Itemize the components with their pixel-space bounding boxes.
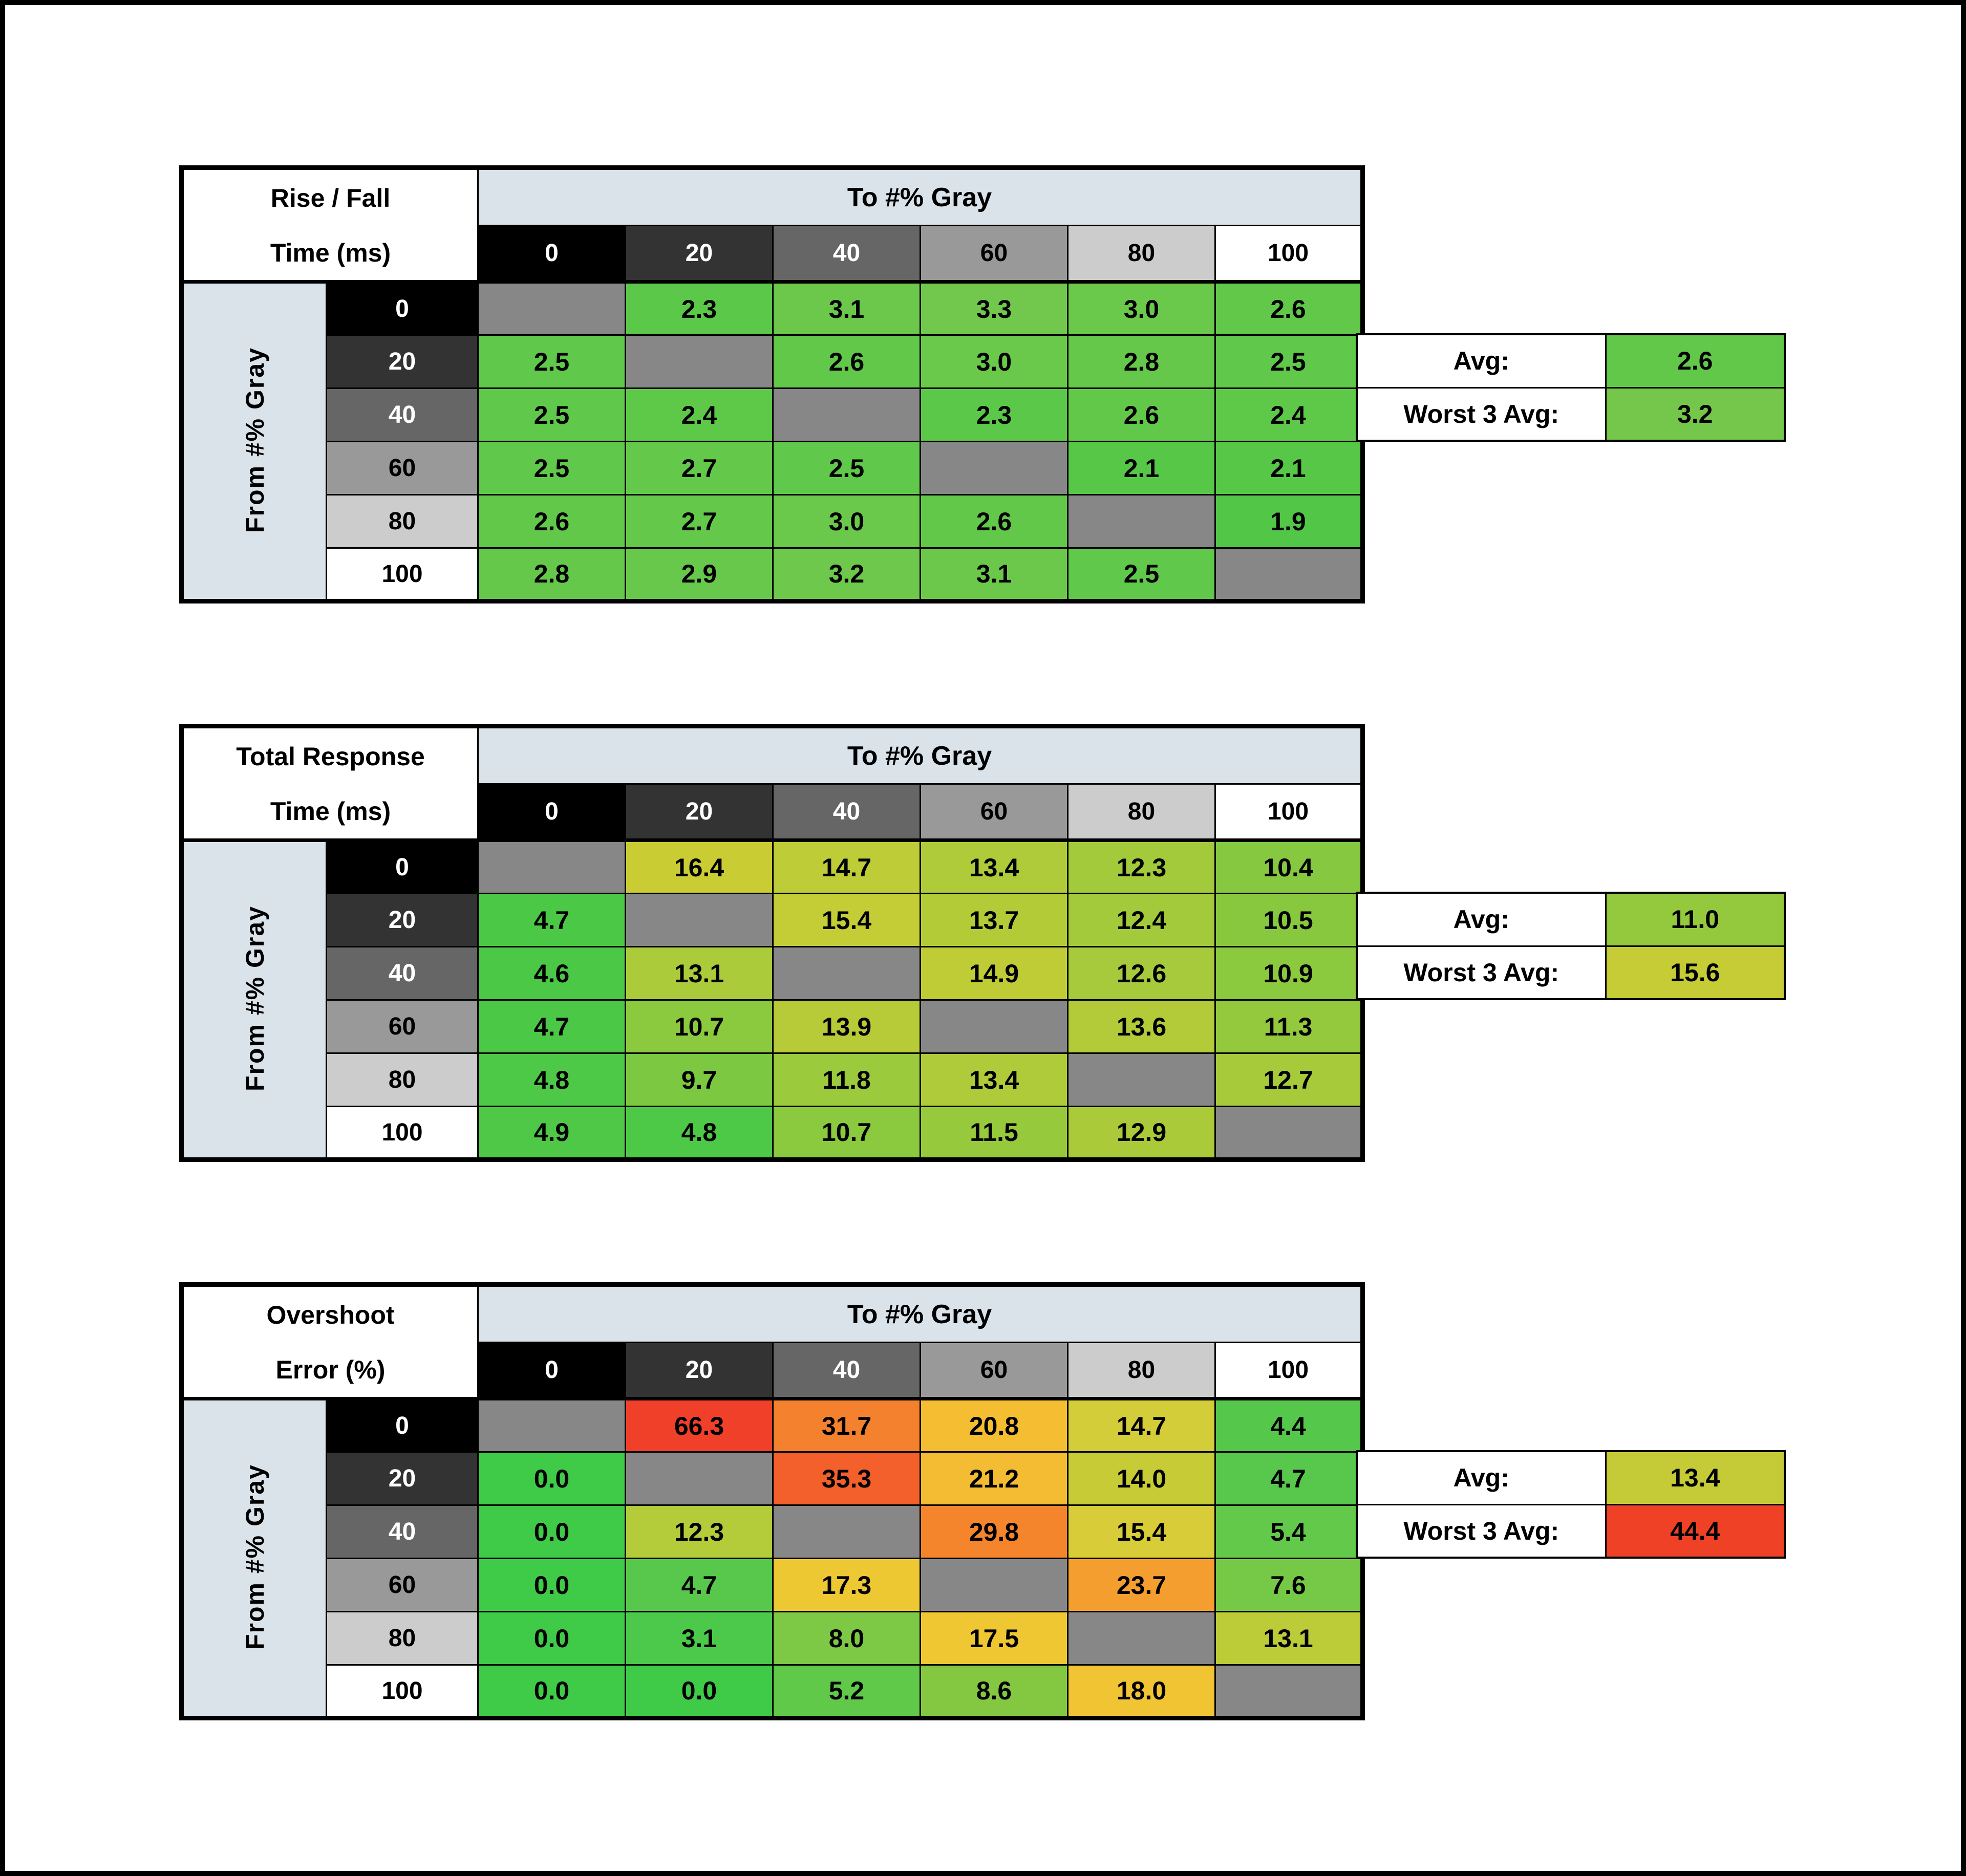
worst3-label: Worst 3 Avg: (1357, 946, 1606, 999)
value-cell-from40-to0: 0.0 (478, 1505, 626, 1559)
col-header-60: 60 (921, 1343, 1068, 1399)
diagonal-cell (921, 442, 1068, 495)
value-cell-from0-to60: 20.8 (921, 1399, 1068, 1452)
value-cell-from60-to40: 17.3 (773, 1559, 921, 1612)
col-header-100: 100 (1215, 1343, 1363, 1399)
row-axis-title-text: From #% Gray (240, 1463, 269, 1650)
diagonal-cell (478, 1399, 626, 1452)
value-cell-from20-to100: 2.5 (1215, 335, 1363, 389)
value-cell-from100-to40: 10.7 (773, 1107, 921, 1160)
row-header-60: 60 (327, 442, 478, 495)
value-cell-from100-to20: 4.8 (626, 1107, 773, 1160)
worst3-value: 15.6 (1606, 946, 1785, 999)
col-header-100: 100 (1215, 226, 1363, 282)
value-cell-from40-to100: 2.4 (1215, 389, 1363, 442)
row-header-0: 0 (327, 1399, 478, 1452)
table-title-line1: Rise / Fall (270, 183, 391, 212)
value-cell-from100-to0: 2.8 (478, 548, 626, 601)
value-cell-from60-to100: 11.3 (1215, 1000, 1363, 1053)
diagonal-cell (1215, 548, 1363, 601)
col-header-80: 80 (1068, 784, 1215, 840)
value-cell-from80-to0: 0.0 (478, 1612, 626, 1665)
worst3-value: 3.2 (1606, 387, 1785, 441)
value-cell-from60-to80: 2.1 (1068, 442, 1215, 495)
value-cell-from0-to80: 12.3 (1068, 840, 1215, 894)
heatmap-grid (179, 724, 1365, 1162)
value-cell-from20-to60: 3.0 (921, 335, 1068, 389)
value-cell-from20-to100: 10.5 (1215, 894, 1363, 947)
value-cell-from60-to40: 13.9 (773, 1000, 921, 1053)
diagonal-cell (1068, 1612, 1215, 1665)
col-header-40: 40 (773, 226, 921, 282)
col-header-0: 0 (478, 1343, 626, 1399)
total-response-time-table (179, 724, 1365, 1162)
value-cell-from60-to100: 7.6 (1215, 1559, 1363, 1612)
table-title-line2: Time (ms) (270, 239, 391, 267)
value-cell-from60-to20: 4.7 (626, 1559, 773, 1612)
rise-fall-time-summary (1356, 333, 1786, 442)
avg-label: Avg: (1357, 893, 1606, 946)
value-cell-from100-to80: 12.9 (1068, 1107, 1215, 1160)
row-header-20: 20 (327, 894, 478, 947)
diagonal-cell (773, 1505, 921, 1559)
diagonal-cell (1215, 1665, 1363, 1718)
row-header-20: 20 (327, 335, 478, 389)
value-cell-from80-to0: 2.6 (478, 495, 626, 548)
col-header-20: 20 (626, 226, 773, 282)
value-cell-from100-to20: 2.9 (626, 548, 773, 601)
col-header-40: 40 (773, 784, 921, 840)
value-cell-from60-to20: 2.7 (626, 442, 773, 495)
value-cell-from60-to100: 2.1 (1215, 442, 1363, 495)
rise-fall-time-table (179, 165, 1365, 603)
value-cell-from40-to100: 5.4 (1215, 1505, 1363, 1559)
value-cell-from100-to60: 11.5 (921, 1107, 1068, 1160)
table-title (182, 168, 478, 282)
value-cell-from100-to60: 3.1 (921, 548, 1068, 601)
value-cell-from80-to100: 13.1 (1215, 1612, 1363, 1665)
value-cell-from80-to20: 2.7 (626, 495, 773, 548)
overshoot-error-table (179, 1282, 1365, 1720)
worst3-label: Worst 3 Avg: (1357, 387, 1606, 441)
value-cell-from40-to60: 29.8 (921, 1505, 1068, 1559)
row-header-20: 20 (327, 1452, 478, 1505)
value-cell-from0-to60: 3.3 (921, 282, 1068, 335)
value-cell-from20-to80: 12.4 (1068, 894, 1215, 947)
row-header-80: 80 (327, 495, 478, 548)
value-cell-from80-to100: 12.7 (1215, 1053, 1363, 1107)
table-title-line2: Error (%) (275, 1355, 386, 1384)
table-title (182, 726, 478, 840)
value-cell-from60-to40: 2.5 (773, 442, 921, 495)
table-title-line1: Total Response (236, 742, 425, 771)
value-cell-from0-to80: 3.0 (1068, 282, 1215, 335)
row-axis-title-text: From #% Gray (240, 347, 269, 533)
value-cell-from40-to80: 15.4 (1068, 1505, 1215, 1559)
value-cell-from20-to60: 13.7 (921, 894, 1068, 947)
diagonal-cell (626, 894, 773, 947)
summary-grid (1356, 892, 1786, 1000)
value-cell-from100-to40: 5.2 (773, 1665, 921, 1718)
row-header-100: 100 (327, 1107, 478, 1160)
value-cell-from40-to20: 12.3 (626, 1505, 773, 1559)
overshoot-error-summary (1356, 1450, 1786, 1559)
value-cell-from80-to60: 13.4 (921, 1053, 1068, 1107)
value-cell-from40-to80: 12.6 (1068, 947, 1215, 1000)
value-cell-from0-to20: 66.3 (626, 1399, 773, 1452)
value-cell-from80-to40: 8.0 (773, 1612, 921, 1665)
value-cell-from40-to100: 10.9 (1215, 947, 1363, 1000)
diagonal-cell (626, 1452, 773, 1505)
value-cell-from80-to20: 9.7 (626, 1053, 773, 1107)
value-cell-from40-to20: 2.4 (626, 389, 773, 442)
value-cell-from20-to40: 2.6 (773, 335, 921, 389)
diagonal-cell (1068, 495, 1215, 548)
avg-label: Avg: (1357, 334, 1606, 387)
col-header-0: 0 (478, 784, 626, 840)
value-cell-from20-to0: 2.5 (478, 335, 626, 389)
value-cell-from100-to80: 18.0 (1068, 1665, 1215, 1718)
value-cell-from100-to80: 2.5 (1068, 548, 1215, 601)
value-cell-from0-to40: 31.7 (773, 1399, 921, 1452)
worst3-label: Worst 3 Avg: (1357, 1504, 1606, 1558)
row-axis-title (182, 282, 327, 601)
value-cell-from20-to80: 2.8 (1068, 335, 1215, 389)
value-cell-from40-to20: 13.1 (626, 947, 773, 1000)
value-cell-from80-to60: 17.5 (921, 1612, 1068, 1665)
avg-label: Avg: (1357, 1451, 1606, 1504)
value-cell-from0-to100: 2.6 (1215, 282, 1363, 335)
value-cell-from100-to60: 8.6 (921, 1665, 1068, 1718)
row-header-0: 0 (327, 840, 478, 894)
value-cell-from20-to0: 4.7 (478, 894, 626, 947)
value-cell-from0-to100: 4.4 (1215, 1399, 1363, 1452)
value-cell-from20-to40: 35.3 (773, 1452, 921, 1505)
value-cell-from80-to40: 3.0 (773, 495, 921, 548)
value-cell-from60-to0: 0.0 (478, 1559, 626, 1612)
value-cell-from100-to0: 0.0 (478, 1665, 626, 1718)
value-cell-from100-to20: 0.0 (626, 1665, 773, 1718)
diagonal-cell (921, 1559, 1068, 1612)
col-axis-title: To #% Gray (478, 168, 1363, 226)
diagonal-cell (921, 1000, 1068, 1053)
value-cell-from40-to60: 14.9 (921, 947, 1068, 1000)
value-cell-from20-to0: 0.0 (478, 1452, 626, 1505)
value-cell-from80-to0: 4.8 (478, 1053, 626, 1107)
heatmap-grid (179, 165, 1365, 603)
value-cell-from80-to100: 1.9 (1215, 495, 1363, 548)
worst3-value: 44.4 (1606, 1504, 1785, 1558)
value-cell-from0-to40: 3.1 (773, 282, 921, 335)
value-cell-from40-to0: 4.6 (478, 947, 626, 1000)
row-header-100: 100 (327, 548, 478, 601)
value-cell-from0-to40: 14.7 (773, 840, 921, 894)
row-header-80: 80 (327, 1053, 478, 1107)
col-header-100: 100 (1215, 784, 1363, 840)
value-cell-from60-to80: 13.6 (1068, 1000, 1215, 1053)
diagonal-cell (626, 335, 773, 389)
value-cell-from40-to0: 2.5 (478, 389, 626, 442)
diagonal-cell (478, 282, 626, 335)
value-cell-from0-to20: 16.4 (626, 840, 773, 894)
value-cell-from100-to40: 3.2 (773, 548, 921, 601)
value-cell-from40-to60: 2.3 (921, 389, 1068, 442)
value-cell-from0-to100: 10.4 (1215, 840, 1363, 894)
value-cell-from40-to80: 2.6 (1068, 389, 1215, 442)
col-header-80: 80 (1068, 226, 1215, 282)
avg-value: 13.4 (1606, 1451, 1785, 1504)
value-cell-from80-to20: 3.1 (626, 1612, 773, 1665)
row-header-80: 80 (327, 1612, 478, 1665)
diagonal-cell (1068, 1053, 1215, 1107)
row-header-0: 0 (327, 282, 478, 335)
value-cell-from20-to60: 21.2 (921, 1452, 1068, 1505)
diagonal-cell (478, 840, 626, 894)
row-axis-title-text: From #% Gray (240, 905, 269, 1091)
diagonal-cell (773, 389, 921, 442)
col-axis-title: To #% Gray (478, 726, 1363, 784)
summary-grid (1356, 333, 1786, 442)
col-header-40: 40 (773, 1343, 921, 1399)
table-title-line1: Overshoot (266, 1300, 395, 1329)
col-header-60: 60 (921, 226, 1068, 282)
avg-value: 2.6 (1606, 334, 1785, 387)
row-header-60: 60 (327, 1559, 478, 1612)
value-cell-from0-to20: 2.3 (626, 282, 773, 335)
diagonal-cell (773, 947, 921, 1000)
value-cell-from20-to40: 15.4 (773, 894, 921, 947)
value-cell-from60-to0: 4.7 (478, 1000, 626, 1053)
row-header-60: 60 (327, 1000, 478, 1053)
row-header-40: 40 (327, 1505, 478, 1559)
value-cell-from20-to100: 4.7 (1215, 1452, 1363, 1505)
heatmap-grid (179, 1282, 1365, 1720)
value-cell-from60-to20: 10.7 (626, 1000, 773, 1053)
value-cell-from80-to40: 11.8 (773, 1053, 921, 1107)
row-header-100: 100 (327, 1665, 478, 1718)
diagonal-cell (1215, 1107, 1363, 1160)
value-cell-from80-to60: 2.6 (921, 495, 1068, 548)
col-header-20: 20 (626, 784, 773, 840)
value-cell-from0-to60: 13.4 (921, 840, 1068, 894)
col-header-60: 60 (921, 784, 1068, 840)
col-header-0: 0 (478, 226, 626, 282)
row-axis-title (182, 1399, 327, 1718)
value-cell-from100-to0: 4.9 (478, 1107, 626, 1160)
table-title-line2: Time (ms) (270, 797, 391, 826)
row-header-40: 40 (327, 389, 478, 442)
col-axis-title: To #% Gray (478, 1285, 1363, 1343)
value-cell-from60-to0: 2.5 (478, 442, 626, 495)
row-header-40: 40 (327, 947, 478, 1000)
summary-grid (1356, 1450, 1786, 1559)
value-cell-from60-to80: 23.7 (1068, 1559, 1215, 1612)
col-header-20: 20 (626, 1343, 773, 1399)
avg-value: 11.0 (1606, 893, 1785, 946)
value-cell-from20-to80: 14.0 (1068, 1452, 1215, 1505)
total-response-time-summary (1356, 892, 1786, 1000)
col-header-80: 80 (1068, 1343, 1215, 1399)
row-axis-title (182, 840, 327, 1160)
value-cell-from0-to80: 14.7 (1068, 1399, 1215, 1452)
table-title (182, 1285, 478, 1399)
